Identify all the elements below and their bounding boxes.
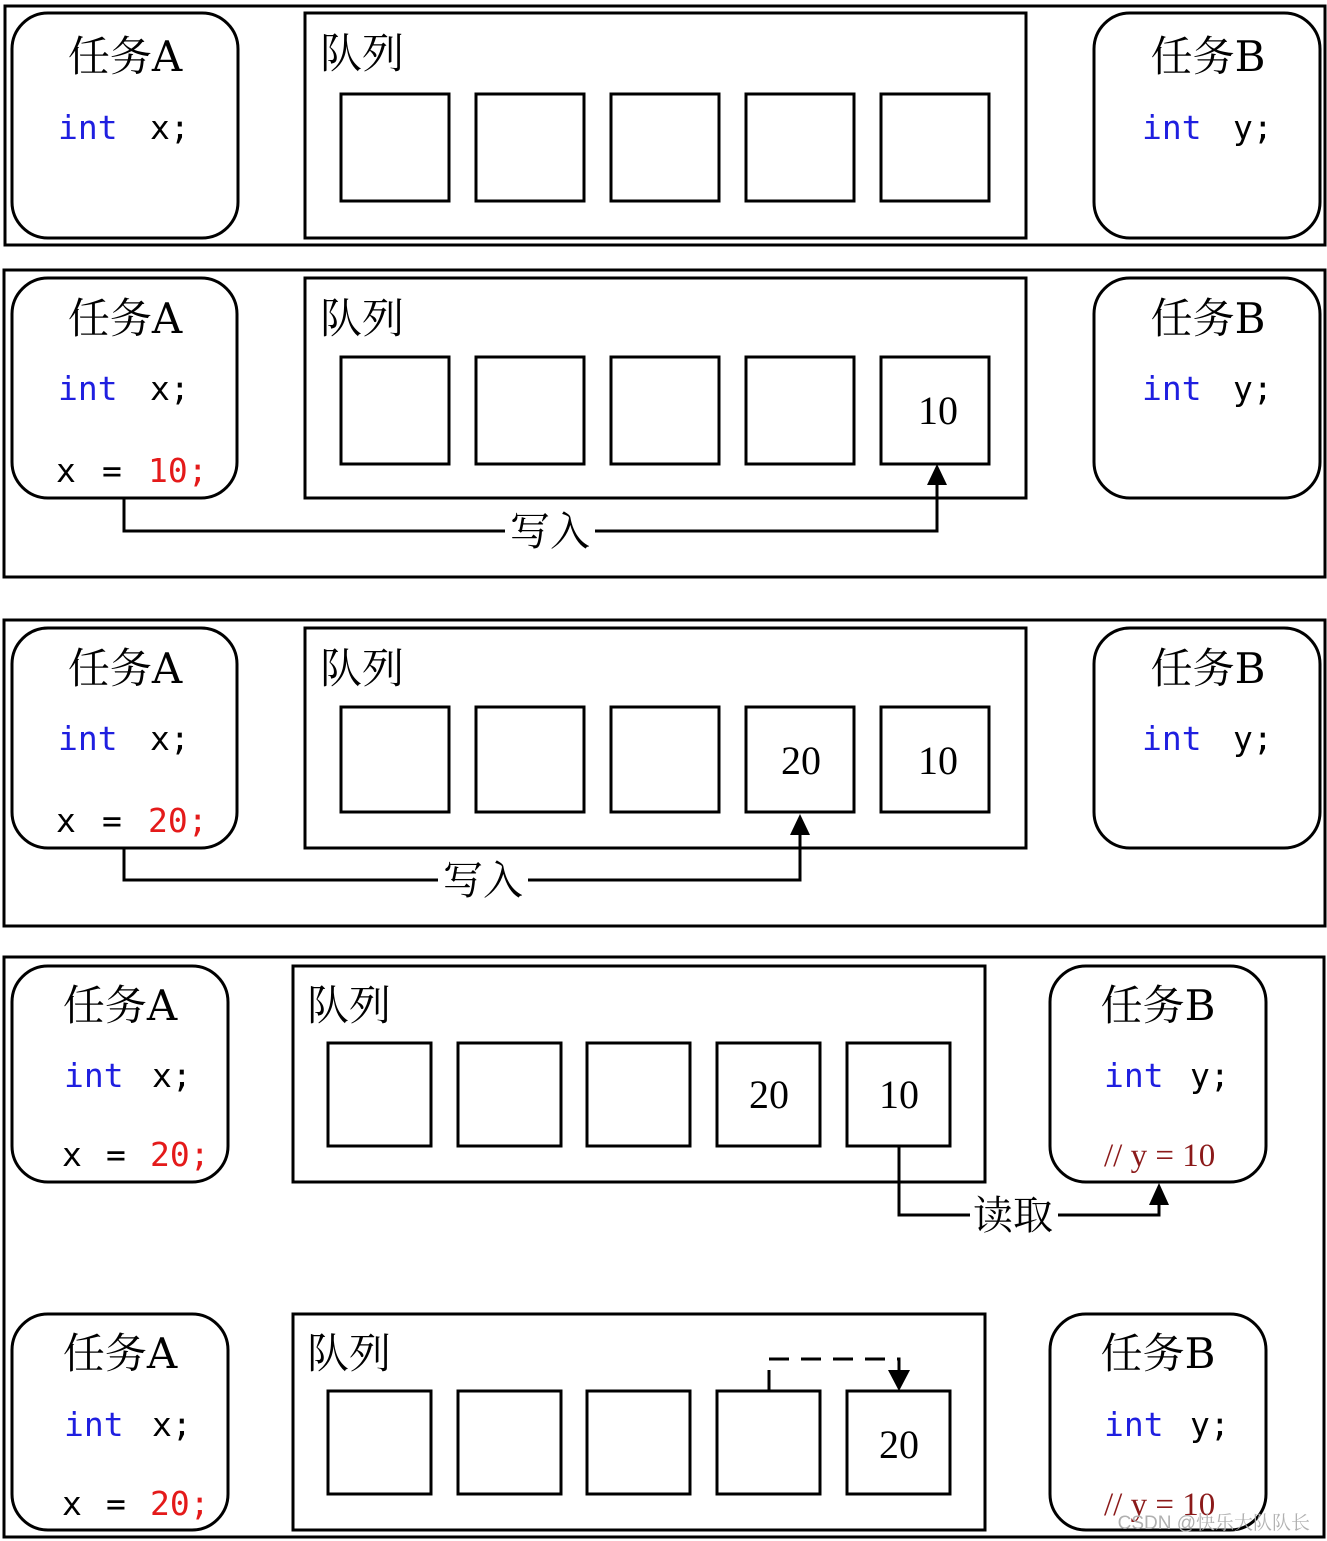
task-b-title: 任务B [1100,1329,1216,1378]
queue-cell [587,1391,690,1494]
arrowhead [790,814,810,835]
task-b-title: 任务B [1100,981,1216,1030]
task-a-assign-var: x [62,1135,82,1174]
queue-cell [746,94,854,201]
task-a-assign-eq: = [102,451,122,490]
queue-cell [458,1043,561,1146]
queue-cell-value: 10 [879,1072,919,1117]
task-b-box [1050,966,1266,1182]
task-a-decl-var: x; [150,108,190,147]
queue-cell [611,707,719,812]
task-a-decl-var: x; [152,1405,192,1444]
write-label: 写入 [510,509,590,555]
queue-cell [341,94,449,201]
queue-cell-value: 20 [781,738,821,783]
task-b-decl-var: y; [1233,719,1273,758]
task-a-decl-keyword: int [58,369,118,408]
task-b-box [1094,628,1320,848]
queue-cell [717,1391,820,1494]
queue-box [305,628,1026,848]
queue-cell-value: 20 [749,1072,789,1117]
task-b-decl-var: y; [1190,1405,1230,1444]
queue-cell [341,357,449,464]
task-b-title: 任务B [1150,32,1266,81]
queue-cell-value: 20 [879,1422,919,1467]
task-b-decl-keyword: int [1142,108,1202,147]
read-label: 读取 [973,1193,1053,1239]
task-a-assign-var: x [56,451,76,490]
arrowhead [888,1370,910,1391]
queue-cell [458,1391,561,1494]
task-a-box [12,1314,228,1530]
task-a-decl-var: x; [150,369,190,408]
queue-cell [611,357,719,464]
task-a-box [12,966,228,1182]
queue-cell [881,94,989,201]
queue-cell [746,357,854,464]
task-b-decl-keyword: int [1104,1405,1164,1444]
queue-cell-value: 10 [918,388,958,433]
task-a-decl-keyword: int [58,719,118,758]
task-b-decl-keyword: int [1142,369,1202,408]
task-a-decl-keyword: int [64,1056,124,1095]
task-a-assign-value: 10; [148,451,208,490]
task-a-decl-keyword: int [58,108,118,147]
task-a-box [12,628,237,848]
queue-title: 队列 [307,981,392,1030]
task-a-assign-value: 20; [148,801,208,840]
task-a-box [12,13,238,238]
queue-box [305,278,1026,498]
queue-cell [587,1043,690,1146]
arrowhead [927,464,947,485]
queue-cell [328,1043,431,1146]
task-a-title: 任务A [67,32,183,81]
task-b-box [1094,278,1320,498]
watermark: CSDN @快乐大队队长 [1117,1513,1310,1534]
task-a-decl-var: x; [150,719,190,758]
queue-cell [611,94,719,201]
queue-cell [476,707,584,812]
queue-box [293,1314,985,1530]
queue-title: 队列 [320,644,405,693]
task-b-comment: // y = 10 [1104,1138,1216,1174]
task-a-title: 任务A [62,981,178,1030]
task-b-decl-keyword: int [1142,719,1202,758]
queue-title: 队列 [320,29,405,78]
queue-title: 队列 [320,294,405,343]
arrowhead [1149,1183,1169,1205]
queue-box [305,13,1026,238]
queue-title: 队列 [307,1329,392,1378]
shift-arrow [769,1359,910,1391]
task-b-title: 任务B [1150,294,1266,343]
task-a-title: 任务A [62,1329,178,1378]
task-a-title: 任务A [67,644,183,693]
task-b-decl-keyword: int [1104,1056,1164,1095]
queue-cell-value: 10 [918,738,958,783]
task-a-assign-var: x [62,1484,82,1523]
task-a-box [12,278,237,498]
task-b-comment: // y = 10 [1104,1487,1216,1523]
task-a-assign-var: x [56,801,76,840]
task-b-box [1050,1314,1266,1530]
task-b-decl-var: y; [1190,1056,1230,1095]
task-b-decl-var: y; [1233,108,1273,147]
task-a-decl-keyword: int [64,1405,124,1444]
task-a-title: 任务A [67,294,183,343]
panel-4 [12,966,1266,1239]
queue-cell [341,707,449,812]
write-label: 写入 [443,858,523,904]
task-b-decl-var: y; [1233,369,1273,408]
task-a-assign-value: 20; [150,1135,210,1174]
task-a-assign-eq: = [106,1135,126,1174]
panel-1 [5,6,1325,245]
task-a-assign-value: 20; [150,1484,210,1523]
task-b-title: 任务B [1150,644,1266,693]
queue-cell [476,94,584,201]
task-b-box [1094,13,1320,238]
queue-cell [476,357,584,464]
panel-5 [12,1314,1266,1530]
task-a-assign-eq: = [102,801,122,840]
task-a-assign-eq: = [106,1484,126,1523]
panel-3 [4,620,1325,926]
write-arrow [124,464,947,555]
queue-box [293,966,985,1182]
panel-2 [4,270,1325,577]
queue-cell [328,1391,431,1494]
task-a-decl-var: x; [152,1056,192,1095]
